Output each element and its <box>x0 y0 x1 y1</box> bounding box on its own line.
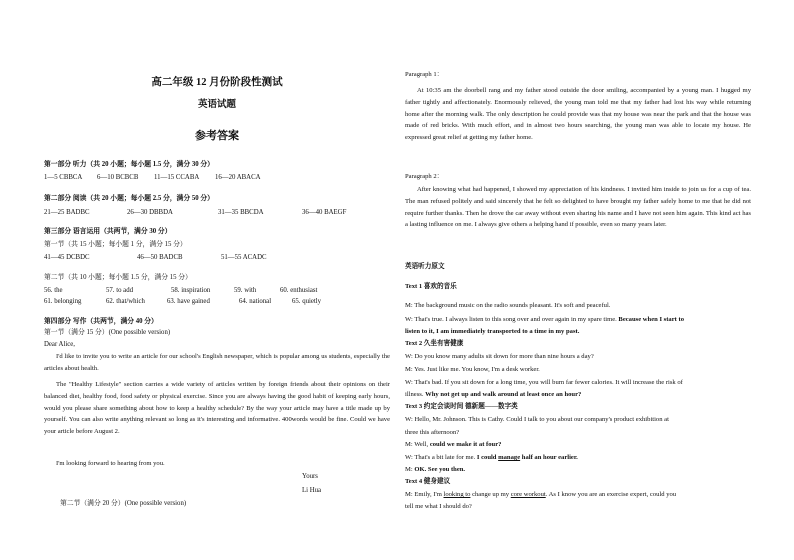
letter-paragraph-3: I'm looking forward to hearing from you. <box>56 460 165 467</box>
text3-line: W: Hello, Mr. Johnson. This is Cathy. Could I talk to you about our company's product exhibition at <box>405 416 669 423</box>
answer-item: 58. inspiration <box>171 287 211 294</box>
text2-line: illness. Why not get up and walk around at least once an hour? <box>405 391 582 398</box>
answer-item: 56. the <box>44 287 63 294</box>
answer-item: 64. national <box>239 298 272 305</box>
text1-line: W: That's true. I always listen to this song over and over again in my spare time. Because when I start to <box>405 316 684 323</box>
paragraph2-label: Paragraph 2： <box>405 173 444 180</box>
paragraph2-text: After knowing what had happened, I showed my appreciation of his kindness. I invited him inside to join us for a cup of tea. The man refused politely and said sincerely that he felt so delighted to have brought my father safely home to me that he did not require further thanks. Then he drove the car away without even sharing his name and I have not seen him again. This kind act has a lasting influence on me. I always give others a helping hand if possible, even so many years later. <box>405 186 751 229</box>
answer-item: 65. quietly <box>292 298 322 305</box>
letter-signature: Li Hua <box>302 487 322 494</box>
transcript-heading: 英语听力原文 <box>405 263 445 270</box>
text3-line: M: Well, could we make it at four? <box>405 441 502 448</box>
answer-group: 1—5 CBBCA <box>44 174 83 181</box>
text2-line: M: Yes. Just like me. You know, I'm a desk worker. <box>405 366 540 373</box>
paragraph1-text: At 10:35 am the doorbell rang and my father stood outside the door smiling, accompanied by a young man. I hugged my father tightly and affectionately. Enormously relieved, the young man told me that my father had lost his way while returning home after the morning walk. The only description he could provide was that my house was near the park and that the house was made of red bricks. With much effort, and in almost two hours searching, the young man was able to locate my house. He expressed great relief at getting my father home. <box>405 87 751 142</box>
part4-sec2-heading: 第二节（满分 20 分）(One possible version) <box>60 500 187 507</box>
answer-group: 26—30 DBBDA <box>127 209 173 216</box>
part3-sec2-heading: 第二节（共 10 小题；每小题 1.5 分，满分 15 分） <box>44 274 192 281</box>
answer-item: 59. with <box>234 287 257 294</box>
answer-group: 31—35 BBCDA <box>218 209 264 216</box>
answer-item: 57. to add <box>106 287 133 294</box>
answer-group: 11—15 CCABA <box>154 174 200 181</box>
text2-line: W: That's bad. If you sit down for a long time, you will burn far fewer calories. It will increase the risk of <box>405 379 683 386</box>
answer-item: 63. have gained <box>167 298 210 305</box>
text1-line: M: The background music on the radio sounds pleasant. It's soft and peaceful. <box>405 302 611 309</box>
subject-title: 英语试题 <box>197 100 236 110</box>
text1-line: listen to it, I am immediately transported to a time in my past. <box>405 328 580 335</box>
answer-group: 51—55 ACADC <box>221 254 267 261</box>
part2-heading: 第二部分 阅读（共 20 小题；每小题 2.5 分，满分 50 分） <box>44 195 214 202</box>
answer-group: 21—25 BADBC <box>44 209 90 216</box>
part3-sec1-heading: 第一节（共 15 小题；每小题 1 分，满分 15 分） <box>44 241 187 248</box>
text4-line: tell me what I should do? <box>405 503 472 510</box>
text3-line: M: OK. See you then. <box>405 466 466 473</box>
answer-item: 62. that/which <box>106 298 145 305</box>
letter-greeting: Dear Alice, <box>44 341 75 348</box>
text3-line: three this afternoon? <box>405 429 460 436</box>
answer-group: 36—40 BAEGF <box>302 209 347 216</box>
letter-paragraph-2: The "Healthy Lifestyle" section carries a wide variety of articles written by foreign friends about their opinions on their balanced diet, healthy food, food safety or physical exercise. Since you are always having the good habit of keeping early hours, would you please share something about how to keep a healthy schedule? By the way your article may have a title made up by yourself. You can also write anything relevant so long as it's interesting and informative. 400words would be fine. Could we have your article before August 2. <box>44 381 390 436</box>
answer-group: 46—50 BADCB <box>137 254 183 261</box>
text3-heading: Text 3 约定会谈时间 德新题——数字类 <box>405 403 518 410</box>
part1-heading: 第一部分 听力（共 20 小题；每小题 1.5 分，满分 30 分） <box>44 161 214 168</box>
paragraph1-label: Paragraph 1： <box>405 71 444 78</box>
text1-heading: Text 1 喜欢的音乐 <box>405 283 457 290</box>
answer-item: 60. enthusiast <box>280 287 318 294</box>
text2-line: W: Do you know many adults sit down for more than nine hours a day? <box>405 353 594 360</box>
part4-heading: 第四部分 写作（共两节，满分 40 分） <box>44 318 158 325</box>
text3-line: W: That's a bit late for me. I could manage half an hour earlier. <box>405 454 578 461</box>
text2-heading: Text 2 久坐有害健康 <box>405 340 464 347</box>
letter-closing: Yours <box>302 473 318 480</box>
answer-item: 61. belonging <box>44 298 82 305</box>
answer-group: 6—10 BCBCB <box>97 174 139 181</box>
exam-title: 高二年级 12 月份阶段性测试 <box>151 77 283 88</box>
text4-heading: Text 4 健身建议 <box>405 478 451 485</box>
answer-group: 16—20 ABACA <box>215 174 261 181</box>
part3-heading: 第三部分 语言运用（共两节，满分 30 分） <box>44 228 172 235</box>
part4-sec1-heading: 第一节（满分 15 分）(One possible version) <box>44 329 171 336</box>
answer-heading: 参考答案 <box>195 130 239 142</box>
letter-paragraph-1: I'd like to invite you to write an article for our school's English newspaper, which is popular among us students, especially the articles about health. <box>44 353 390 372</box>
text4-line: M: Emily, I'm looking to change up my core workout. As I know you are an exercise expert, could you <box>405 491 677 498</box>
answer-group: 41—45 DCBDC <box>44 254 90 261</box>
